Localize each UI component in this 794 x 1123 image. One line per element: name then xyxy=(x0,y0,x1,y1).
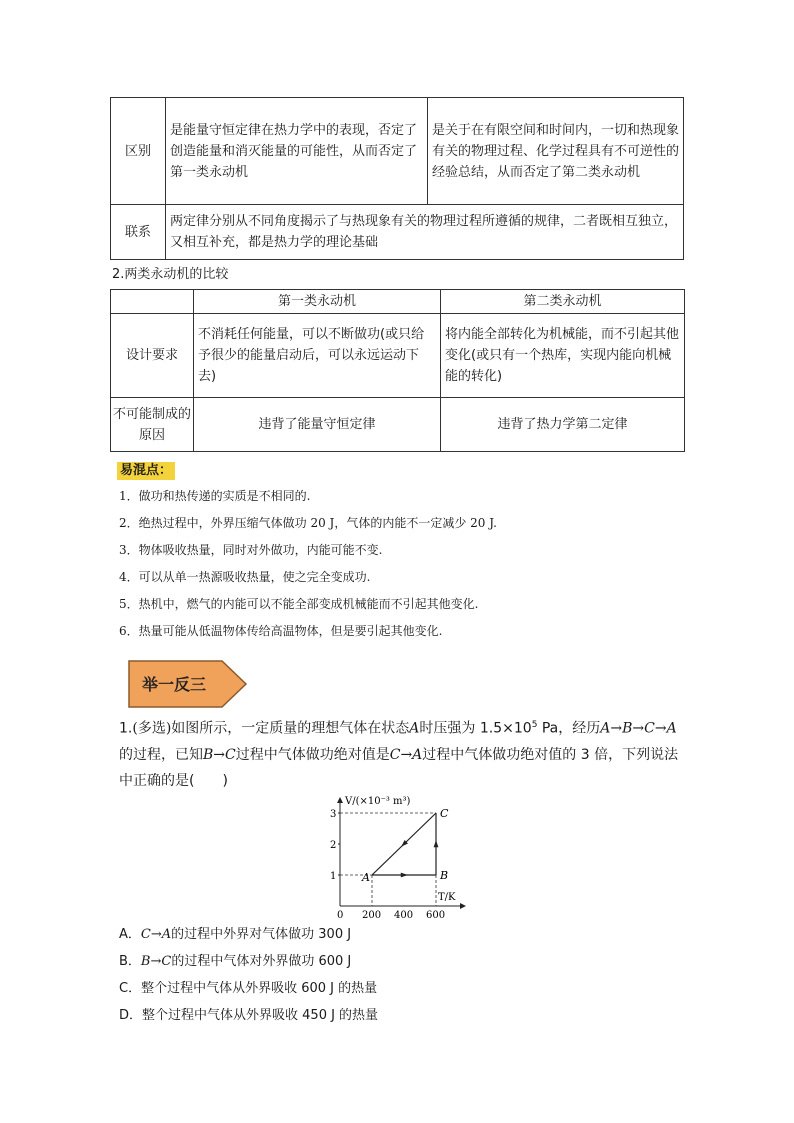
vt-graph xyxy=(325,790,475,920)
banner-title: 举一反三 xyxy=(142,675,207,694)
corner-cell xyxy=(111,290,194,314)
x-tick-label: 200 xyxy=(362,910,382,920)
col-header-second-kind: 第二类永动机 xyxy=(441,290,685,314)
confusion-point: 1．做功和热传递的实质是不相同的. xyxy=(119,489,311,503)
arrow-a-b xyxy=(401,873,408,878)
x-tick-label: 600 xyxy=(426,910,446,920)
reason-first-kind: 违背了能量守恒定律 xyxy=(194,398,441,452)
difference-first-law: 是能量守恒定律在热力学中的表现，否定了创造能量和消灭能量的可能性，从而否定了第一类永动机 xyxy=(166,98,428,205)
design-second-kind: 将内能全部转化为机械能，而不引起其他变化(或只有一个热库，实现内能向机械能的转化) xyxy=(441,314,685,398)
y-tick-label: 2 xyxy=(330,840,337,851)
row-header-relation: 联系 xyxy=(111,205,166,260)
y-tick-label: 3 xyxy=(330,809,337,820)
x-axis-label: T/K xyxy=(438,892,456,903)
confusion-point: 5．热机中，燃气的内能可以不能全部变成机械能而不引起其他变化. xyxy=(119,597,479,611)
confusion-points xyxy=(119,487,497,649)
confusion-point: 2．绝热过程中，外界压缩气体做功 20 J，气体的内能不一定减少 20 J. xyxy=(119,516,497,530)
section-caption: 2.两类永动机的比较 xyxy=(112,267,229,282)
option-d[interactable]: D．整个过程中气体从外界吸收 450 J 的热量 xyxy=(119,1008,379,1023)
row-header-reason: 不可能制成的原因 xyxy=(111,398,194,452)
y-axis-label: V/(×10⁻³ m³) xyxy=(345,796,411,807)
y-tick-label: 1 xyxy=(330,871,337,882)
arrow-b-c xyxy=(434,840,439,847)
difference-second-law: 是关于在有限空间和时间内，一切和热现象有关的物理过程、化学过程具有不可逆性的经验总结，从而否定了第二类永动机 xyxy=(428,98,684,205)
row-header-design: 设计要求 xyxy=(111,314,194,398)
question-1: 1.(多选)如图所示，一定质量的理想气体在状态A时压强为 $1.5\times 10^5$ Pa，经历A→B→C→A的过程，已知B→C过程中气体做功绝对值是C→A过程中气体做功绝对值的 3 倍，下列说法中正确的是( ) xyxy=(119,720,679,789)
x-tick-label: 0 xyxy=(337,910,344,920)
confusion-badge: 易混点： xyxy=(117,462,175,480)
axis-ticks xyxy=(330,809,445,920)
point-label-c: C xyxy=(440,807,449,820)
cycle-path xyxy=(372,813,438,877)
confusion-point: 6．热量可能从低温物体传给高温物体，但是要引起其他变化. xyxy=(119,624,443,638)
answer-options xyxy=(119,925,378,1033)
relation-content: 两定律分别从不同角度揭示了与热现象有关的物理过程所遵循的规律，二者既相互独立，又相互补充，都是热力学的理论基础 xyxy=(166,205,684,260)
row-header-difference: 区别 xyxy=(111,98,166,205)
design-first-kind: 不消耗任何能量，可以不断做功(或只给予很少的能量启动后，可以永远运动下去) xyxy=(194,314,441,398)
option-a[interactable]: A．C→A的过程中外界对气体做功 300 J xyxy=(119,927,352,942)
x-tick-label: 400 xyxy=(394,910,414,920)
confusion-point: 3．物体吸收热量，同时对外做功，内能可能不变. xyxy=(119,543,383,557)
comparison-table-laws xyxy=(110,97,684,260)
practice-banner xyxy=(128,660,248,708)
col-header-first-kind: 第一类永动机 xyxy=(194,290,441,314)
reason-second-kind: 违背了热力学第二定律 xyxy=(441,398,685,452)
option-c[interactable]: C．整个过程中气体从外界吸收 600 J 的热量 xyxy=(119,981,378,996)
option-b[interactable]: B．B→C的过程中气体对外界做功 600 J xyxy=(119,954,352,969)
perpetual-motion-table xyxy=(110,289,685,452)
point-label-a: A xyxy=(362,871,370,884)
confusion-point: 4．可以从单一热源吸收热量，使之完全变成功. xyxy=(119,570,371,584)
point-label-b: B xyxy=(440,869,449,882)
